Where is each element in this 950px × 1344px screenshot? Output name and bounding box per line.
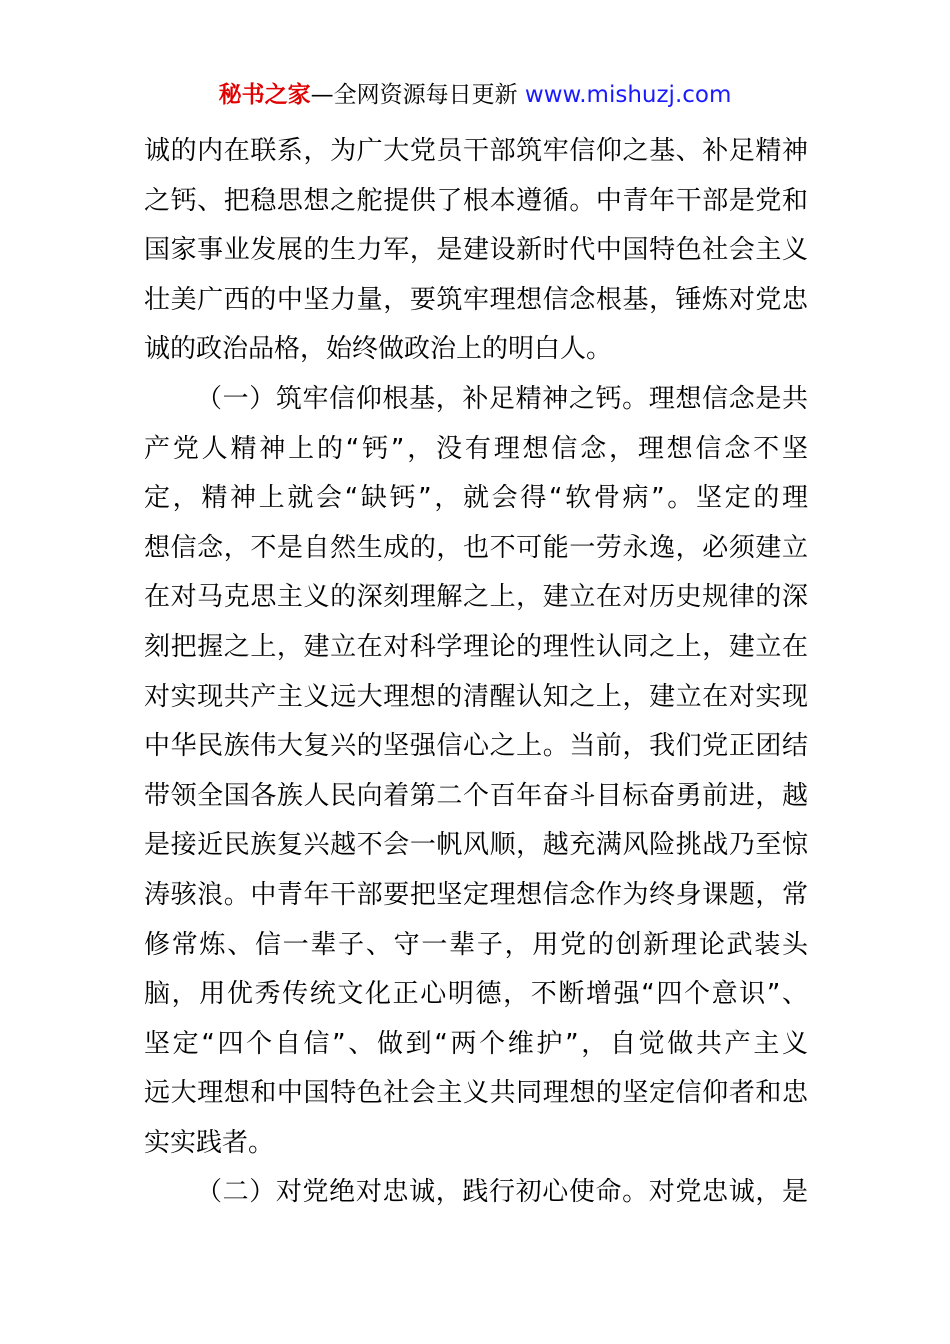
text-line: 之钙、把稳思想之舵提供了根本遵循。中青年干部是党和 (144, 185, 808, 216)
text-line: 在对马克思主义的深刻理解之上，建立在对历史规律的深 (144, 582, 808, 613)
text-line: 带领全国各族人民向着第二个百年奋斗目标奋勇前进，越 (144, 780, 808, 811)
header-url-link[interactable]: www.mishuzj.com (524, 82, 732, 108)
text-line: 想信念，不是自然生成的，也不可能一劳永逸，必须建立 (144, 532, 808, 563)
paragraph-heading-line: （一）筑牢信仰根基，补足精神之钙。理想信念是共 (196, 383, 808, 414)
text-line: 国家事业发展的生力军，是建设新时代中国特色社会主义 (144, 235, 808, 266)
text-line: 脑，用优秀传统文化正心明德，不断增强“四个意识”、 (144, 979, 808, 1010)
text-line: 实实践者。 (144, 1127, 275, 1158)
header-tagline: —全网资源每日更新 (310, 82, 518, 108)
text-line: 修常炼、信一辈子、守一辈子，用党的创新理论武装头 (144, 929, 808, 960)
text-line: 远大理想和中国特色社会主义共同理想的坚定信仰者和忠 (144, 1078, 808, 1109)
text-line: 诚的政治品格，始终做政治上的明白人。 (144, 334, 613, 365)
text-line: 定，精神上就会“缺钙”，就会得“软骨病”。坚定的理 (144, 483, 808, 514)
header-brand: 秘书之家 (218, 82, 311, 108)
text-line: 产党人精神上的“钙”，没有理想信念，理想信念不坚 (144, 433, 808, 464)
document-body (144, 127, 808, 1218)
page-header (0, 80, 950, 110)
paragraph-heading-line: （二）对党绝对忠诚，践行初心使命。对党忠诚，是 (196, 1177, 808, 1208)
text-line: 刻把握之上，建立在对科学理论的理性认同之上，建立在 (144, 631, 808, 662)
text-line: 是接近民族复兴越不会一帆风顺，越充满风险挑战乃至惊 (144, 830, 808, 861)
text-line: 涛骇浪。中青年干部要把坚定理想信念作为终身课题，常 (144, 879, 808, 910)
text-line: 坚定“四个自信”、做到“两个维护”，自觉做共产主义 (144, 1028, 808, 1059)
text-line: 中华民族伟大复兴的坚强信心之上。当前，我们党正团结 (144, 731, 808, 762)
text-line: 诚的内在联系，为广大党员干部筑牢信仰之基、补足精神 (144, 136, 808, 166)
text-line: 壮美广西的中坚力量，要筑牢理想信念根基，锤炼对党忠 (144, 284, 808, 315)
text-line: 对实现共产主义远大理想的清醒认知之上，建立在对实现 (144, 681, 808, 712)
